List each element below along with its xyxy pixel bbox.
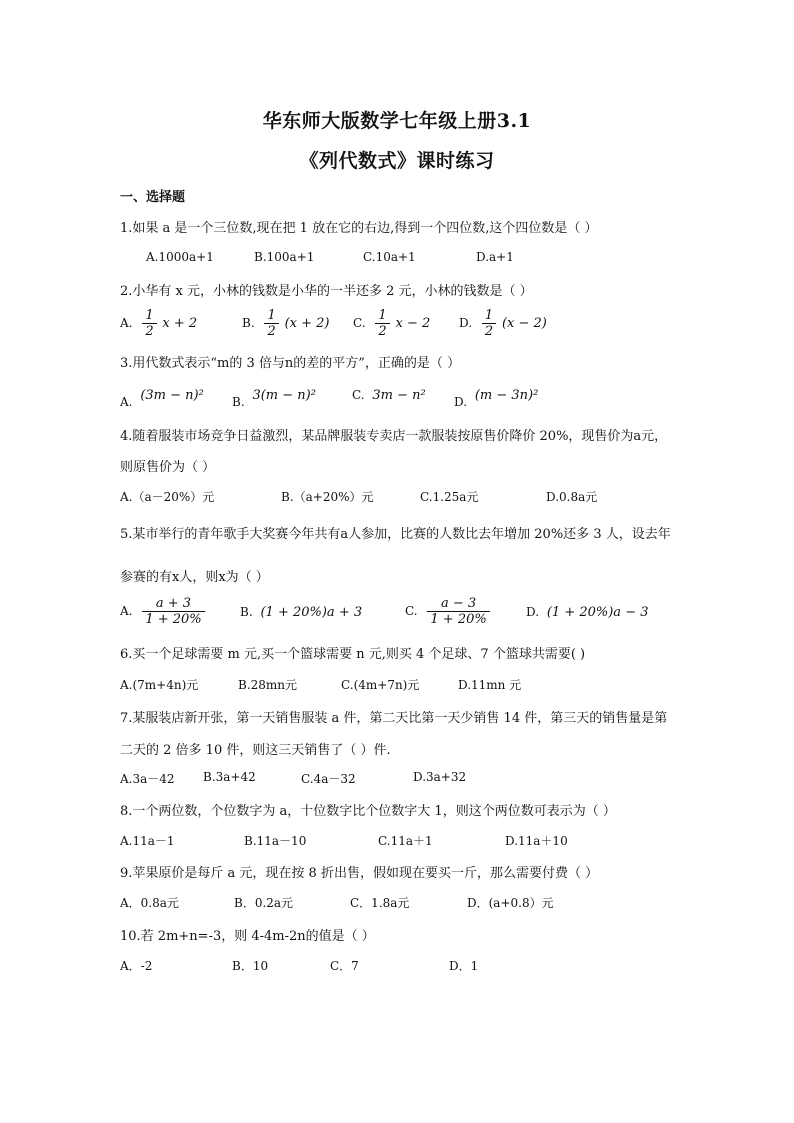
q3-label-b: B. <box>232 395 245 409</box>
question-1: 1.如果 a 是一个三位数,现在把 1 放在它的右边,得到一个四位数,这个四位数是（ ） <box>120 221 598 236</box>
q2-label-c: C. <box>353 316 366 330</box>
q3-expr-d: (m − 3n)² <box>474 388 539 403</box>
q5-option-d <box>526 605 649 620</box>
q4-option-c: C.1.25a元 <box>420 490 479 504</box>
question-8: 8.一个两位数，个位数字为 a，十位数字比个位数字大 1，则这个两位数可表示为（ ） <box>120 804 616 819</box>
q5-option-b <box>240 605 362 620</box>
q6-option-d: D.11mn 元 <box>458 678 522 692</box>
q7-option-c: C.4a－32 <box>301 772 356 786</box>
q5-label-d: D. <box>526 605 540 619</box>
q6-option-a: A.(7m+4n)元 <box>120 678 199 692</box>
question-7: 7.某服装店新开张，第一天销售服装 a 件，第二天比第一天少销售 14 件，第三天的销售量是第 <box>120 711 668 726</box>
q3-option-c <box>352 388 426 403</box>
q6-option-b: B.28mn元 <box>238 678 298 692</box>
question-10: 10.若 2m+n=-3，则 4-4m-2n的值是（ ） <box>120 929 375 944</box>
q8-option-a: A.11a－1 <box>120 834 175 848</box>
q2-option-b <box>242 308 329 339</box>
q8-option-c: C.11a＋1 <box>378 834 433 848</box>
q3-expr-b: 3(m − n)² <box>252 388 316 403</box>
question-3: 3.用代数式表示“m的 3 倍与n的差的平方”，正确的是（ ） <box>120 356 461 371</box>
question-9: 9.苹果原价是每斤 a 元，现在按 8 折出售，假如现在要买一斤，那么需要付费（ ） <box>120 866 599 881</box>
fraction: $\frac{1}{2}$ <box>264 308 278 339</box>
title-line-1: 华东师大版数学七年级上册3.1 <box>262 110 532 132</box>
q4-option-d: D.0.8a元 <box>546 490 598 504</box>
fraction: $\frac{1}{2}$ <box>142 308 156 339</box>
q7-option-b: B.3a+42 <box>203 770 256 784</box>
question-2: 2.小华有 x 元，小林的钱数是小华的一半还多 2 元，小林的钱数是（ ） <box>120 284 533 299</box>
q10-option-b: B．10 <box>232 959 269 973</box>
q4-option-a: A.（a－20%）元 <box>120 490 215 504</box>
q2-expr-d: (x − 2) <box>501 316 547 331</box>
q3-expr-a: (3m − n)² <box>140 388 204 403</box>
q5-option-a <box>120 596 207 627</box>
q8-option-d: D.11a＋10 <box>505 834 568 848</box>
q10-option-c: C．7 <box>330 959 359 973</box>
q6-option-c: C.(4m+7n)元 <box>341 678 420 692</box>
q2-label-d: D. <box>459 316 473 330</box>
q5-expr-d: (1 + 20%)a − 3 <box>546 605 649 620</box>
q10-option-d: D．1 <box>449 959 479 973</box>
fraction: $\frac{a - 3}{1 + 20\%}$ <box>427 596 489 627</box>
q3-label-a: A. <box>120 395 133 409</box>
q5-expr-b: (1 + 20%)a + 3 <box>260 605 363 620</box>
q2-option-c <box>353 308 430 339</box>
q3-option-a <box>120 388 204 409</box>
q8-option-b: B.11a－10 <box>244 834 307 848</box>
q9-option-b: B．0.2a元 <box>234 896 294 910</box>
section-heading: 一、选择题 <box>120 190 186 205</box>
q3-label-d: D. <box>454 395 468 409</box>
q2-expr-c: x − 2 <box>395 316 431 331</box>
q3-label-c: C. <box>352 388 365 402</box>
question-4: 4.随着服装市场竞争日益激烈，某品牌服装专卖店一款服装按原售价降价 20%，现售价为a元， <box>120 429 668 444</box>
q1-option-b: B.100a+1 <box>254 250 315 264</box>
q5-label-b: B. <box>240 605 253 619</box>
q9-option-d: D．(a+0.8）元 <box>467 896 554 910</box>
fraction: $\frac{a + 3}{1 + 20\%}$ <box>142 596 204 627</box>
q9-option-a: A．0.8a元 <box>120 896 179 910</box>
fraction: $\frac{1}{2}$ <box>482 308 496 339</box>
title-line-2: 《列代数式》课时练习 <box>299 150 495 172</box>
q3-expr-c: 3m − n² <box>372 388 426 403</box>
q2-expr-a: x + 2 <box>162 316 198 331</box>
q1-option-d: D.a+1 <box>476 250 514 264</box>
question-4-line-2: 则原售价为（ ） <box>120 460 216 475</box>
q2-expr-b: (x + 2) <box>284 316 330 331</box>
question-5: 5.某市举行的青年歌手大奖赛今年共有a人参加，比赛的人数比去年增加 20%还多 3 人，设去年 <box>120 527 671 542</box>
fraction: $\frac{1}{2}$ <box>375 308 389 339</box>
q2-label-b: B. <box>242 316 255 330</box>
question-5-line-2: 参赛的有x人，则x为（ ） <box>120 570 269 585</box>
q2-option-a <box>120 308 197 339</box>
q5-option-c <box>405 596 492 627</box>
q5-label-c: C. <box>405 604 418 618</box>
question-6: 6.买一个足球需要 m 元,买一个篮球需要 n 元,则买 4 个足球、7 个篮球共需要( ) <box>120 647 586 662</box>
q1-option-a: A.1000a+1 <box>146 250 214 264</box>
q2-option-d <box>459 308 547 339</box>
q9-option-c: C．1.8a元 <box>350 896 410 910</box>
q1-option-c: C.10a+1 <box>363 250 416 264</box>
q7-option-a: A.3a－42 <box>120 772 175 786</box>
q7-option-d: D.3a+32 <box>413 770 467 784</box>
q5-label-a: A. <box>120 604 133 618</box>
question-7-line-2: 二天的 2 倍多 10 件，则这三天销售了（ ）件. <box>120 743 391 758</box>
q2-label-a: A. <box>120 316 133 330</box>
q4-option-b: B.（a+20%）元 <box>281 490 374 504</box>
q3-option-d <box>454 388 539 409</box>
q10-option-a: A．-2 <box>120 959 153 973</box>
q3-option-b <box>232 388 316 409</box>
